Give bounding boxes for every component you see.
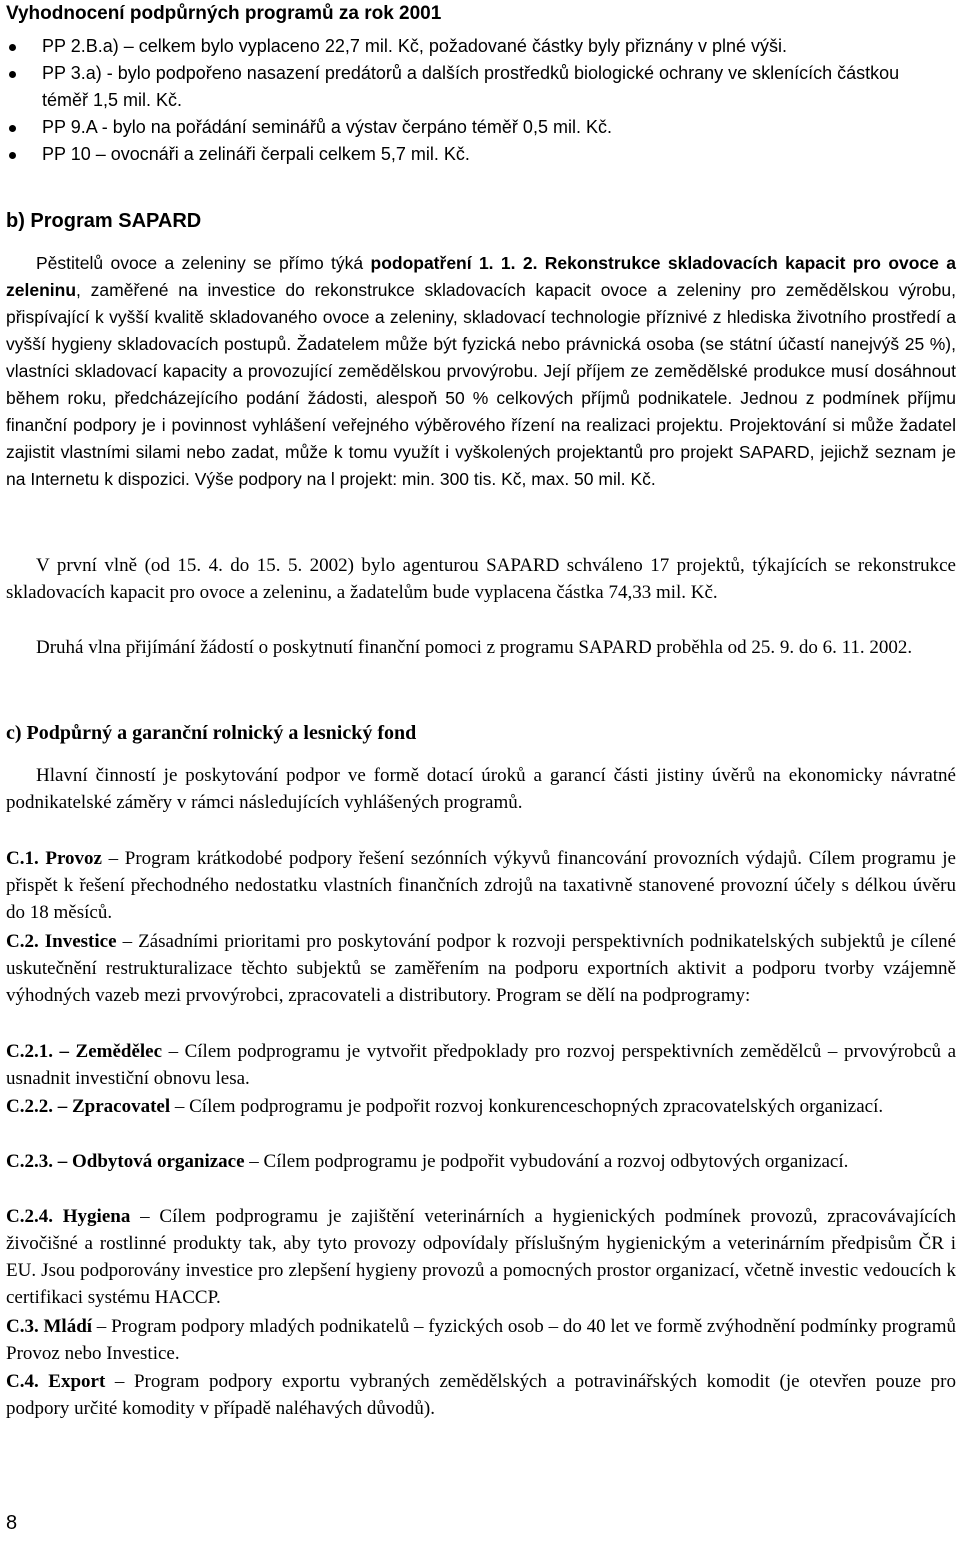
program-c1: C.1. Provoz – Program krátkodobé podpory řešení sezónních výkyvů financování provozních výdajů. Cílem programu je přispět k řešení přechodného nedostatku vlastních finančních zdrojů na taxativně stanovené provozní účely s délkou úvěru do 18 měsíců. xyxy=(6,848,956,923)
section-heading-fund: c) Podpůrný a garanční rolnický a lesnický fond xyxy=(6,722,417,744)
list-item: PP 2.B.a) – celkem bylo vyplaceno 22,7 mil. Kč, požadované částky byly přiznány v plné výši. xyxy=(0,33,950,60)
bullet-icon xyxy=(9,71,16,78)
program-c24: C.2.4. Hygiena – Cílem podprogramu je zajištění veterinárních a hygienických podmínek provozů, zpracovávajících živočišné a rostlinné produkty tak, aby tyto provozy odpovídaly příslušným hygienickým a veterinárním předpisům ČR i EU. Jsou podporovány investice pro zlepšení hygieny provozů a pomocných prostor organizací, včetně investic vedoucích k certifikaci systému HACCP. xyxy=(6,1206,957,1308)
sapard-wave1: V první vlně (od 15. 4. do 15. 5. 2002) bylo agenturou SAPARD schváleno 17 projektů, týkajících se rekonstrukce skladovacích kapacit pro ovoce a zeleninu, a žadatelům bude vyplacena částka 74,33 mil. Kč. xyxy=(6,555,956,603)
program-c4: C.4. Export – Program podpory exportu vybraných zemědělských a potravinářských komodit (je otevřen pouze pro podpory určité komodity v případě naléhavých důvodů). xyxy=(6,1371,956,1419)
program-c22: C.2.2. – Zpracovatel – Cílem podprogramu je podpořit rozvoj konkurenceschopných zpracovatelských organizací. xyxy=(6,1096,884,1117)
list-item: PP 9.A - bylo na pořádání seminářů a výstav čerpáno téměř 0,5 mil. Kč. xyxy=(0,114,950,141)
program-c23: C.2.3. – Odbytová organizace – Cílem podprogramu je podpořit vybudování a rozvoj odbytových organizací. xyxy=(6,1151,849,1172)
list-item: PP 10 – ovocnáři a zelináři čerpali celkem 5,7 mil. Kč. xyxy=(0,141,950,168)
section-heading-sapard: b) Program SAPARD xyxy=(6,210,202,232)
sapard-body: Pěstitelů ovoce a zeleniny se přímo týká podopatření 1. 1. 2. Rekonstrukce skladovacích kapacit pro ovoce a zeleninu, zaměřené na investice do rekonstrukce skladovacích kapacit ovoce a zeleniny pro zemědělskou výrobu, přispívající k vyšší kvalitě skladovaného ovoce a zeleniny, skladovací technologie příznivé z hlediska životního prostředí a vyšší hygieny skladovacích postupů. Žadatelem může být fyzická nebo právnická osoba (se státní účastí nanejvýš 25 %), vlastníci skladovací kapacity a provozující zemědělskou prvovýrobu. Její příjem ze zemědělské produkce musí dosáhnout během roku, předcházejícího podání žádosti, alespoň 50 % celkových příjmů podnikatele. Jednou z podmínek příjmu finanční podpory je i povinnost vyhlášení veřejného výběrového řízení na realizaci projektu. Projektování si může žadatel zajistit vlastními silami nebo zadat, může k tomu využít i vyškolených projektantů pro projekt SAPARD, jejichž seznam je na Internetu k dispozici. Výše podpory na l projekt: min. 300 tis. Kč, max. 50 mil. Kč. xyxy=(6,253,956,489)
bullet-icon xyxy=(9,152,16,159)
evaluation-list xyxy=(0,33,950,168)
program-c21: C.2.1. – Zemědělec – Cílem podprogramu je vytvořit předpoklady pro rozvoj perspektivních zemědělců – prvovýrobců a usnadnit investiční obnovu lesa. xyxy=(6,1041,957,1089)
bullet-icon xyxy=(9,125,16,132)
list-item: PP 3.a) - bylo podpořeno nasazení predátorů a dalších prostředků biologické ochrany ve sklenících částkou téměř 1,5 mil. Kč. xyxy=(0,60,950,114)
program-c3: C.3. Mládí – Program podpory mladých podnikatelů – fyzických osob – do 40 let ve formě zvýhodnění podmínky programů Provoz nebo Investice. xyxy=(6,1316,957,1364)
sapard-wave2: Druhá vlna přijímání žádostí o poskytnutí finanční pomoci z programu SAPARD proběhla od 25. 9. do 6. 11. 2002. xyxy=(36,637,913,658)
page-number: 8 xyxy=(6,1512,18,1534)
fund-intro: Hlavní činností je poskytování podpor ve formě dotací úroků a garancí části jistiny úvěrů na ekonomicky návratné podnikatelské záměry v rámci následujících vyhlášených programů. xyxy=(6,765,956,813)
page-title: Vyhodnocení podpůrných programů za rok 2001 xyxy=(6,3,442,24)
program-c2: C.2. Investice – Zásadními prioritami pro poskytování podpor k rozvoji perspektivních podnikatelských subjektů je cílené uskutečnění restrukturalizace těchto subjektů se zaměřením na podporu exportních aktivit a podporu tvorby vzájemně výhodných vazeb mezi prvovýrobci, zpracovateli a distributory. Program se dělí na podprogramy: xyxy=(6,931,956,1006)
bullet-icon xyxy=(9,44,16,51)
